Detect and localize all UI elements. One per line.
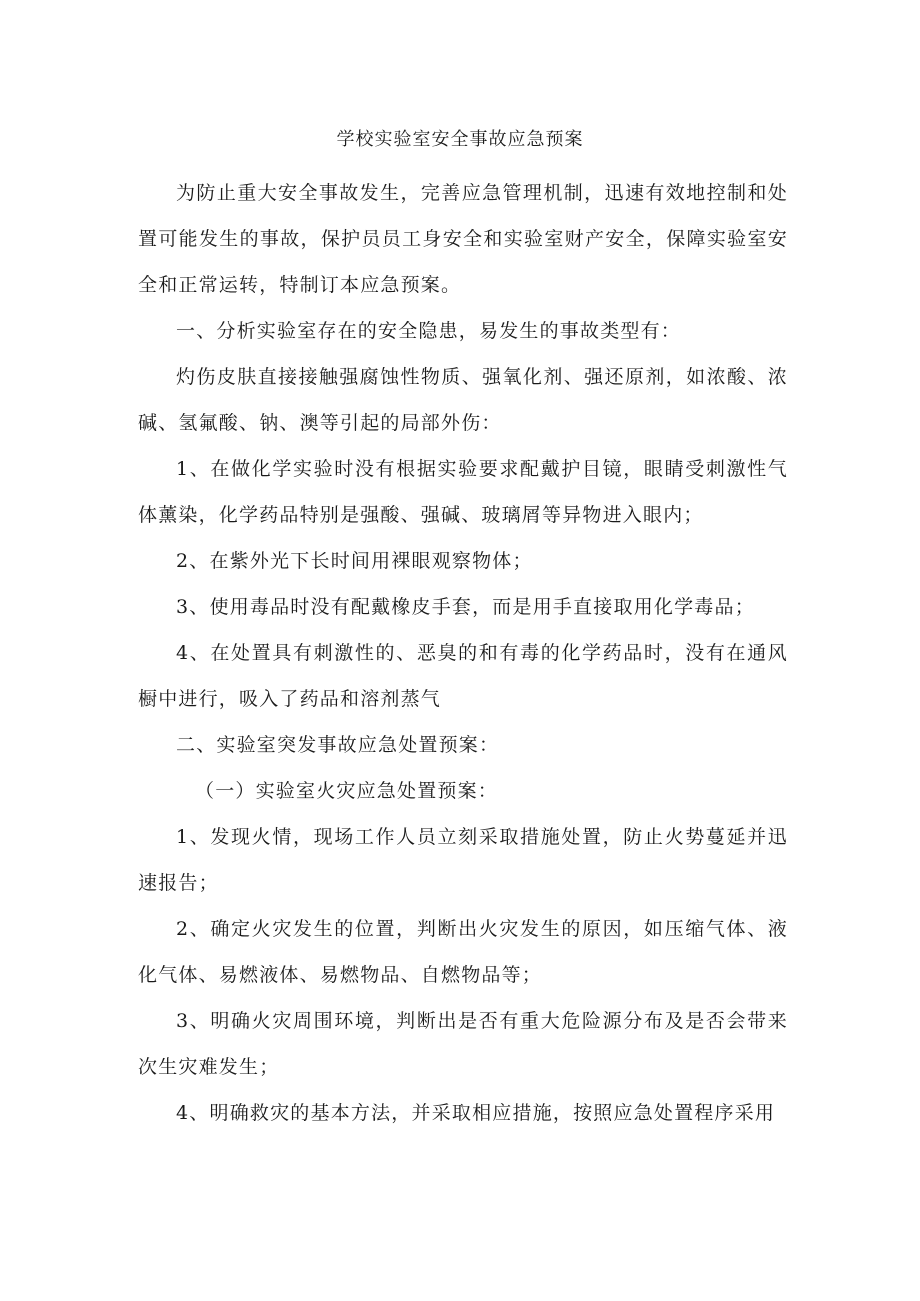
document-body [138, 170, 788, 1136]
fire-item-3: 3、明确火灾周围环境，判断出是否有重大危险源分布及是否会带来次生灾难发生； [138, 1010, 788, 1078]
fire-item-1: 1、发现火情，现场工作人员立刻采取措施处置，防止火势蔓延并迅速报告； [138, 826, 788, 894]
paragraph-intro: 为防止重大安全事故发生，完善应急管理机制，迅速有效地控制和处置可能发生的事故，保护员员工身安全和实验室财产安全，保障实验室安全和正常运转，特制订本应急预案。 [138, 182, 788, 296]
paragraph-burns: 灼伤皮肤直接接触强腐蚀性物质、强氧化剂、强还原剂，如浓酸、浓碱、氢氟酸、钠、澳等引起的局部外伤： [138, 366, 788, 434]
fire-item-2: 2、确定火灾发生的位置，判断出火灾发生的原因，如压缩气体、液化气体、易燃液体、易燃物品、自燃物品等； [138, 918, 788, 986]
document-title: 学校实验室安全事故应急预案 [336, 129, 584, 150]
section-heading-2: 二、实验室突发事故应急处置预案： [176, 734, 500, 756]
list-item-4: 4、在处置具有刺激性的、恶臭的和有毒的化学药品时，没有在通风橱中进行，吸入了药品和溶剂蒸气 [138, 642, 788, 710]
section-heading-1: 一、分析实验室存在的安全隐患，易发生的事故类型有： [176, 320, 682, 342]
list-item-2: 2、在紫外光下长时间用裸眼观察物体； [176, 550, 533, 572]
list-item-3: 3、使用毒品时没有配戴橡皮手套，而是用手直接取用化学毒品； [176, 596, 755, 618]
fire-item-4: 4、明确救灾的基本方法，并采取相应措施，按照应急处置程序采用 [176, 1102, 776, 1124]
list-item-1: 1、在做化学实验时没有根据实验要求配戴护目镜，眼睛受刺激性气体薰染，化学药品特别是强酸、强碱、玻璃屑等异物进入眼内； [138, 458, 788, 526]
subsection-heading-fire: （一）实验室火灾应急处置预案： [195, 780, 499, 802]
